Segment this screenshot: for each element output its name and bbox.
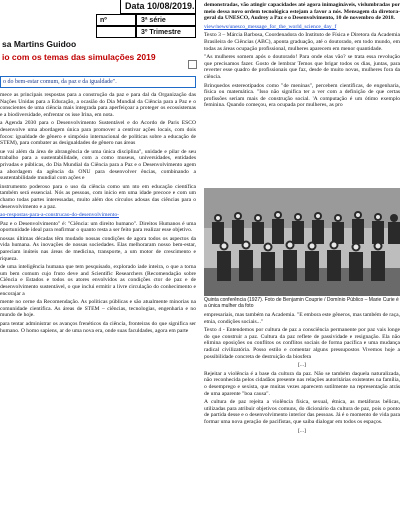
trimester-label: 3º Trimestre — [141, 29, 181, 36]
teacher-name: sa Martins Guidoo — [2, 39, 77, 49]
left-column — [0, 92, 196, 336]
texto3-paragraph: Texto 3 – Márcia Barbosa, Coordenadora do Instituto de Física e Diretora da Academia Brasileira de Ciências (ABC), aponta graduação, até o doutorado, em todo mundo, em todas as áreas ocupação profissional, mulheres aparecem em menor quantidade. — [204, 32, 400, 52]
solvay-conference-photo — [204, 188, 400, 296]
right-paragraph: empresariais, mas também na Academia. "E embora este gêneros, mas também de raça, etnia, condições sociais..." — [204, 312, 400, 325]
header-checkbox — [188, 60, 197, 69]
left-paragraph: mece as principais respostas para a construção da paz e para dal da Organização das Nações Unidas para a Educação, a ocasião do Dia Mundial da Ciência para a Paz e o conscientes de uma ciência mais integrada para aperfeiçoar a proteger os ecossistemas e a biodiversidade, enfrentar os isse Irina, em nota. — [0, 92, 196, 118]
topic-banner: o do bem-estar comum, da paz e da igualdade". — [0, 76, 196, 88]
number-label: nº — [100, 17, 107, 24]
left-paragraph: para tentar administrar os avanços frenéticos da ciência, fronteiras do que significa ser humano. O homo sapiens, ar de uma nova era, onde suas faculdades, agora em parte — [0, 321, 196, 334]
right-column-top — [204, 2, 400, 111]
left-paragraph: Paz e o Desenvolvimento" é: "Ciência: um direito humano". Direitos Humanos é uma oportunidade ideal para reafirmar o quanto resta a ser feito para realizar esse objetivo. — [0, 220, 196, 234]
trimester-cell — [136, 26, 196, 38]
worksheet-header — [0, 0, 196, 74]
photo-caption: Quinta conferência (1927). Foto de Benjamin Couprie / Domínio Público – Marie Curie é a única mulher da foto — [204, 297, 399, 309]
texto3-paragraph: Brinquedos estereotipados como "de meninas", percebem científicas, de engenharia, física ou matemática. "Isso não significa ter a ver com a definição de que certas profissões seriam mais de construção social. 'A computação é um ótimo exemplo feminina. Quando começou, era ocupada por mulheres, as pro — [204, 82, 400, 109]
worksheet-subtitle: io com os temas das simulações 2019 — [2, 52, 156, 62]
unesco-link[interactable]: view/news/unesco_message_for_the_world_science_day_f — [204, 23, 337, 30]
texto4-paragraph: Rejeitar a violência é a base da cultura da paz. Não se também daquela naturalizada, não reconhecida pelos cidadãos presente nas relações autoritárias existentes na família, o desemprego e sexista, que muitas vezes aparecem sutilmente na representação atrás de uma aparente "boa causa". — [204, 370, 400, 397]
left-paragraph: de uma inteligência humana que tem pesquisado, explorado iade inteira, o que a torna um bem comum cujo fruto deve and Scientific Researchers (Recomendação sobre Ciência e Estados e todos os atores envolvidos as condições ctor de paz e de desenvolvimento sustentável, o que inclui ermitir a livre circulação do conhecimento e encorajar a — [0, 264, 196, 297]
series-label: 3ª série — [141, 17, 166, 24]
source-link[interactable]: ao-respostas-para-a-construcao-do-desenvolvimento- — [0, 212, 119, 219]
left-paragraph: instrumento poderoso para o uso da ciência como um nto em educação científica também será essencial. Nós as pessoas, com início em uma idade precoce e com um chamo todas partes interessadas, muito além dos círculos adosas das ciências para o desenvolvimento e a paz. — [0, 183, 196, 210]
left-paragraph: nossas últimas décadas têm mudado nossas condições de agora todos os aspectos da vida humana. As inovações de nossas sociedades. Elas melhoraram nosso bem-estar, pareciam inúteis nas áreas de medicina, transporte, a um motor de crescimento e riqueza. — [0, 235, 196, 262]
left-paragraph: ue vai além da área de abrangência de uma única disciplina", unidade e pilar de seu trabalho para a sustentabilidade, com a como museus, universidades, entidades privadas e públicas, do Dia Mundial da Ciência para a Paz e o Desenvolvimento agem a abordagem da agência da ONU para desenvolver ências, combinando a sustentabilidade mundial com ações e — [0, 148, 196, 182]
group-photo-image — [204, 188, 400, 296]
right-column-bottom — [204, 312, 400, 436]
right-paragraph: demonstradas, vão atingir capacidades até agora inimagináveis, vislumbradas por meio dessa novo ordem tecnológica estejam a favor a nós. Mensagem da diretora-geral da UNESCO, Audrey a Paz e o Desenvolvimento, 10 de novembro de 2018. — [204, 2, 400, 22]
left-paragraph: mente no cerne da Recomendação. As políticas públicas e são atualmente minorias na comunidade científica. As áreas de STEM – ciências, tecnologias, engenharia e no mundo de hoje. — [0, 299, 196, 319]
texto4-paragraph: A cultura de paz rejeita a violência física, sexual, étnica, as metáforas bélicas, utilizadas para atribuir objetivos comuns, do dicionário da cultura de paz, pois o ponto de partida desse e o desenvolvimento interior das pessoas. Já é o momento de vida para formar uma nova geração de pacifistas, que saiba dialogar em todos os espaços. — [204, 399, 400, 425]
left-paragraph: a Agenda 2030 para o Desenvolvimento Sustentável e do Acordo de Paris ESCO desenvolve uma abordagem única para promover a centivar ações locais, com dois focos: igualdade de gênero e simpósio internacional de políticas sobre a educação de STEM), para combater as desigualdades de gênero nas áreas — [0, 120, 196, 147]
date-label: Data 10/08/2019. — [125, 1, 195, 11]
texto4-ellipsis: [...] — [298, 427, 306, 434]
date-cell — [120, 0, 196, 14]
texto4-paragraph: Texto 4 - Entendemos por cultura de paz a consciência permanente por paz vais longe do que construir a paz. Cultura da paz reflete de passividade e resignação. Ela não elimina oposições ou conflitos os conflitos sociais de forma pacífica e uma mudança radical civilizatória. Posso estilo e comentar alguns pressupostos Vivemos hoje a possibilidade concreta de destruição da biosfera — [204, 327, 400, 360]
series-cell — [136, 14, 196, 26]
texto4-ellipsis: [...] — [298, 362, 306, 369]
blank-cell — [96, 26, 136, 38]
texto3-paragraph: "As mulheres somem após o doutorado! Para onde elas vão? se trata essa revolução que precisamos fazer. Gosto de lembrar Temos que brigar todos os dias, juntas, para reverter esse quadro de profissionais que faz, desde de muito novas, mulheres fora da ciência. — [204, 54, 400, 80]
number-cell — [96, 14, 136, 26]
